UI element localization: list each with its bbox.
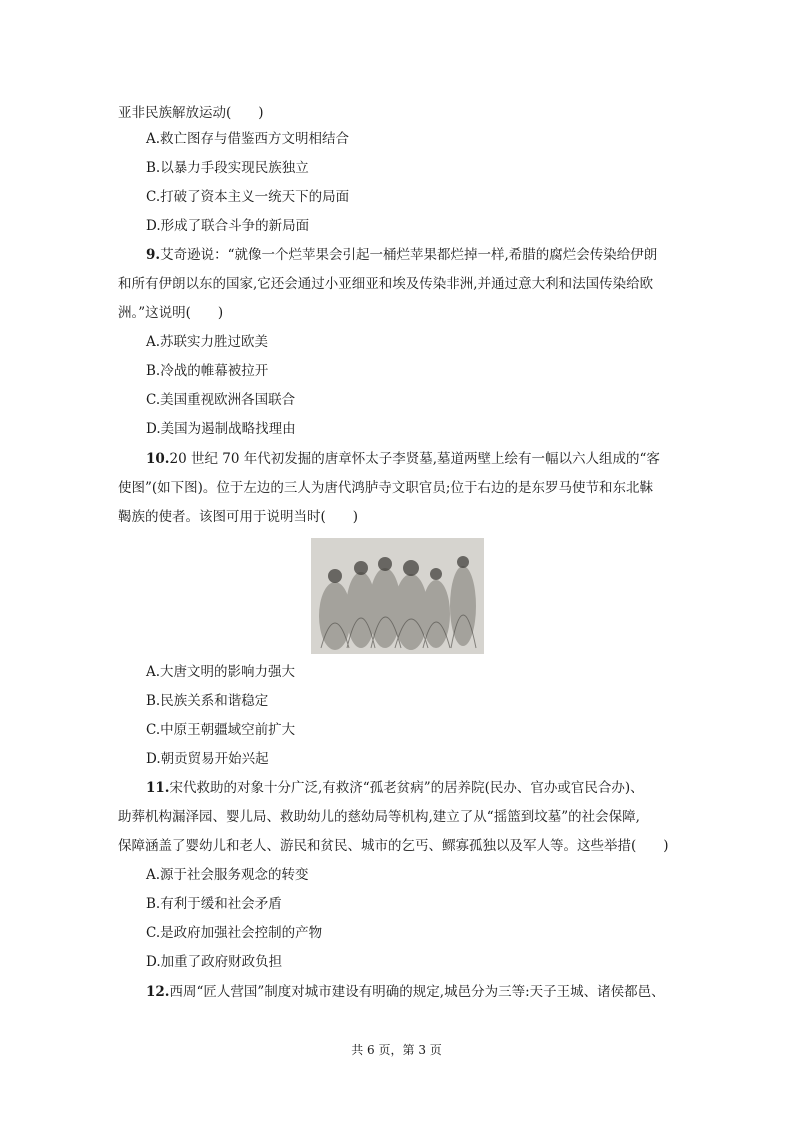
q10-stem-line-3: 鞨族的使者。该图可用于说明当时( ) (118, 509, 359, 525)
q11-option-a: A.源于社会服务观念的转变 (146, 867, 309, 883)
q11-stem-line-3: 保障涵盖了婴幼儿和老人、游民和贫民、城市的乞丐、鳏寡孤独以及军人等。这些举措( ) (118, 838, 669, 854)
q9-stem-line-2: 和所有伊朗以东的国家,它还会通过小亚细亚和埃及传染非洲,并通过意大利和法国传染给欧 (118, 276, 654, 292)
q11-stem-line-2: 助葬机构漏泽园、婴儿局、救助幼儿的慈幼局等机构,建立了从“摇篮到坟墓”的社会保障, (118, 809, 640, 825)
envoy-painting-image (311, 538, 484, 654)
q11-stem-line-1: 11.宋代救助的对象十分广泛,有救济“孤老贫病”的居养院(民办、官办或官民合办)、 (146, 780, 644, 796)
q9-number: 9. (146, 247, 161, 263)
q10-option-b: B.民族关系和谐稳定 (146, 693, 269, 709)
q10-option-c: C.中原王朝疆域空前扩大 (146, 722, 296, 738)
q8-option-a: A.救亡图存与借鉴西方文明相结合 (146, 131, 350, 147)
q12-number: 12. (146, 984, 170, 1000)
q10-option-a: A.大唐文明的影响力强大 (146, 664, 296, 680)
q9-option-c: C.美国重视欧洲各国联合 (146, 392, 296, 408)
q10-option-d: D.朝贡贸易开始兴起 (146, 751, 269, 767)
q8-option-d: D.形成了联合斗争的新局面 (146, 218, 310, 234)
q11-number: 11. (146, 780, 170, 796)
q8-option-b: B.以暴力手段实现民族独立 (146, 160, 309, 176)
q9-stem-line-1: 9.艾奇逊说：“就像一个烂苹果会引起一桶烂苹果都烂掉一样,希腊的腐烂会传染给伊朗 (146, 247, 658, 263)
q10-stem-line-1: 10.20 世纪 70 年代初发掘的唐章怀太子李贤墓,墓道两壁上绘有一幅以六人组成的“客 (146, 451, 660, 467)
q12-stem-line-1: 12.西周“匠人营国”制度对城市建设有明确的规定,城邑分为三等:天子王城、诸侯都邑、 (146, 984, 665, 1000)
q9-stem-line-3: 洲。”这说明( ) (118, 305, 224, 321)
q8-option-c: C.打破了资本主义一统天下的局面 (146, 189, 350, 205)
q11-option-b: B.有利于缓和社会矛盾 (146, 896, 282, 912)
q9-option-d: D.美国为遏制战略找理由 (146, 421, 296, 437)
q11-option-d: D.加重了政府财政负担 (146, 954, 283, 970)
q11-option-c: C.是政府加强社会控制的产物 (146, 925, 323, 941)
page-footer: 共 6 页，第 3 页 (351, 1043, 442, 1057)
q10-number: 10. (146, 451, 170, 467)
q8-stem-tail: 亚非民族解放运动( ) (118, 105, 264, 121)
q10-stem-line-2: 使图”(如下图)。位于左边的三人为唐代鸿胪寺文职官员;位于右边的是东罗马使节和东北靺 (118, 480, 653, 496)
q9-option-a: A.苏联实力胜过欧美 (146, 334, 269, 350)
q9-option-b: B.冷战的帷幕被拉开 (146, 363, 269, 379)
